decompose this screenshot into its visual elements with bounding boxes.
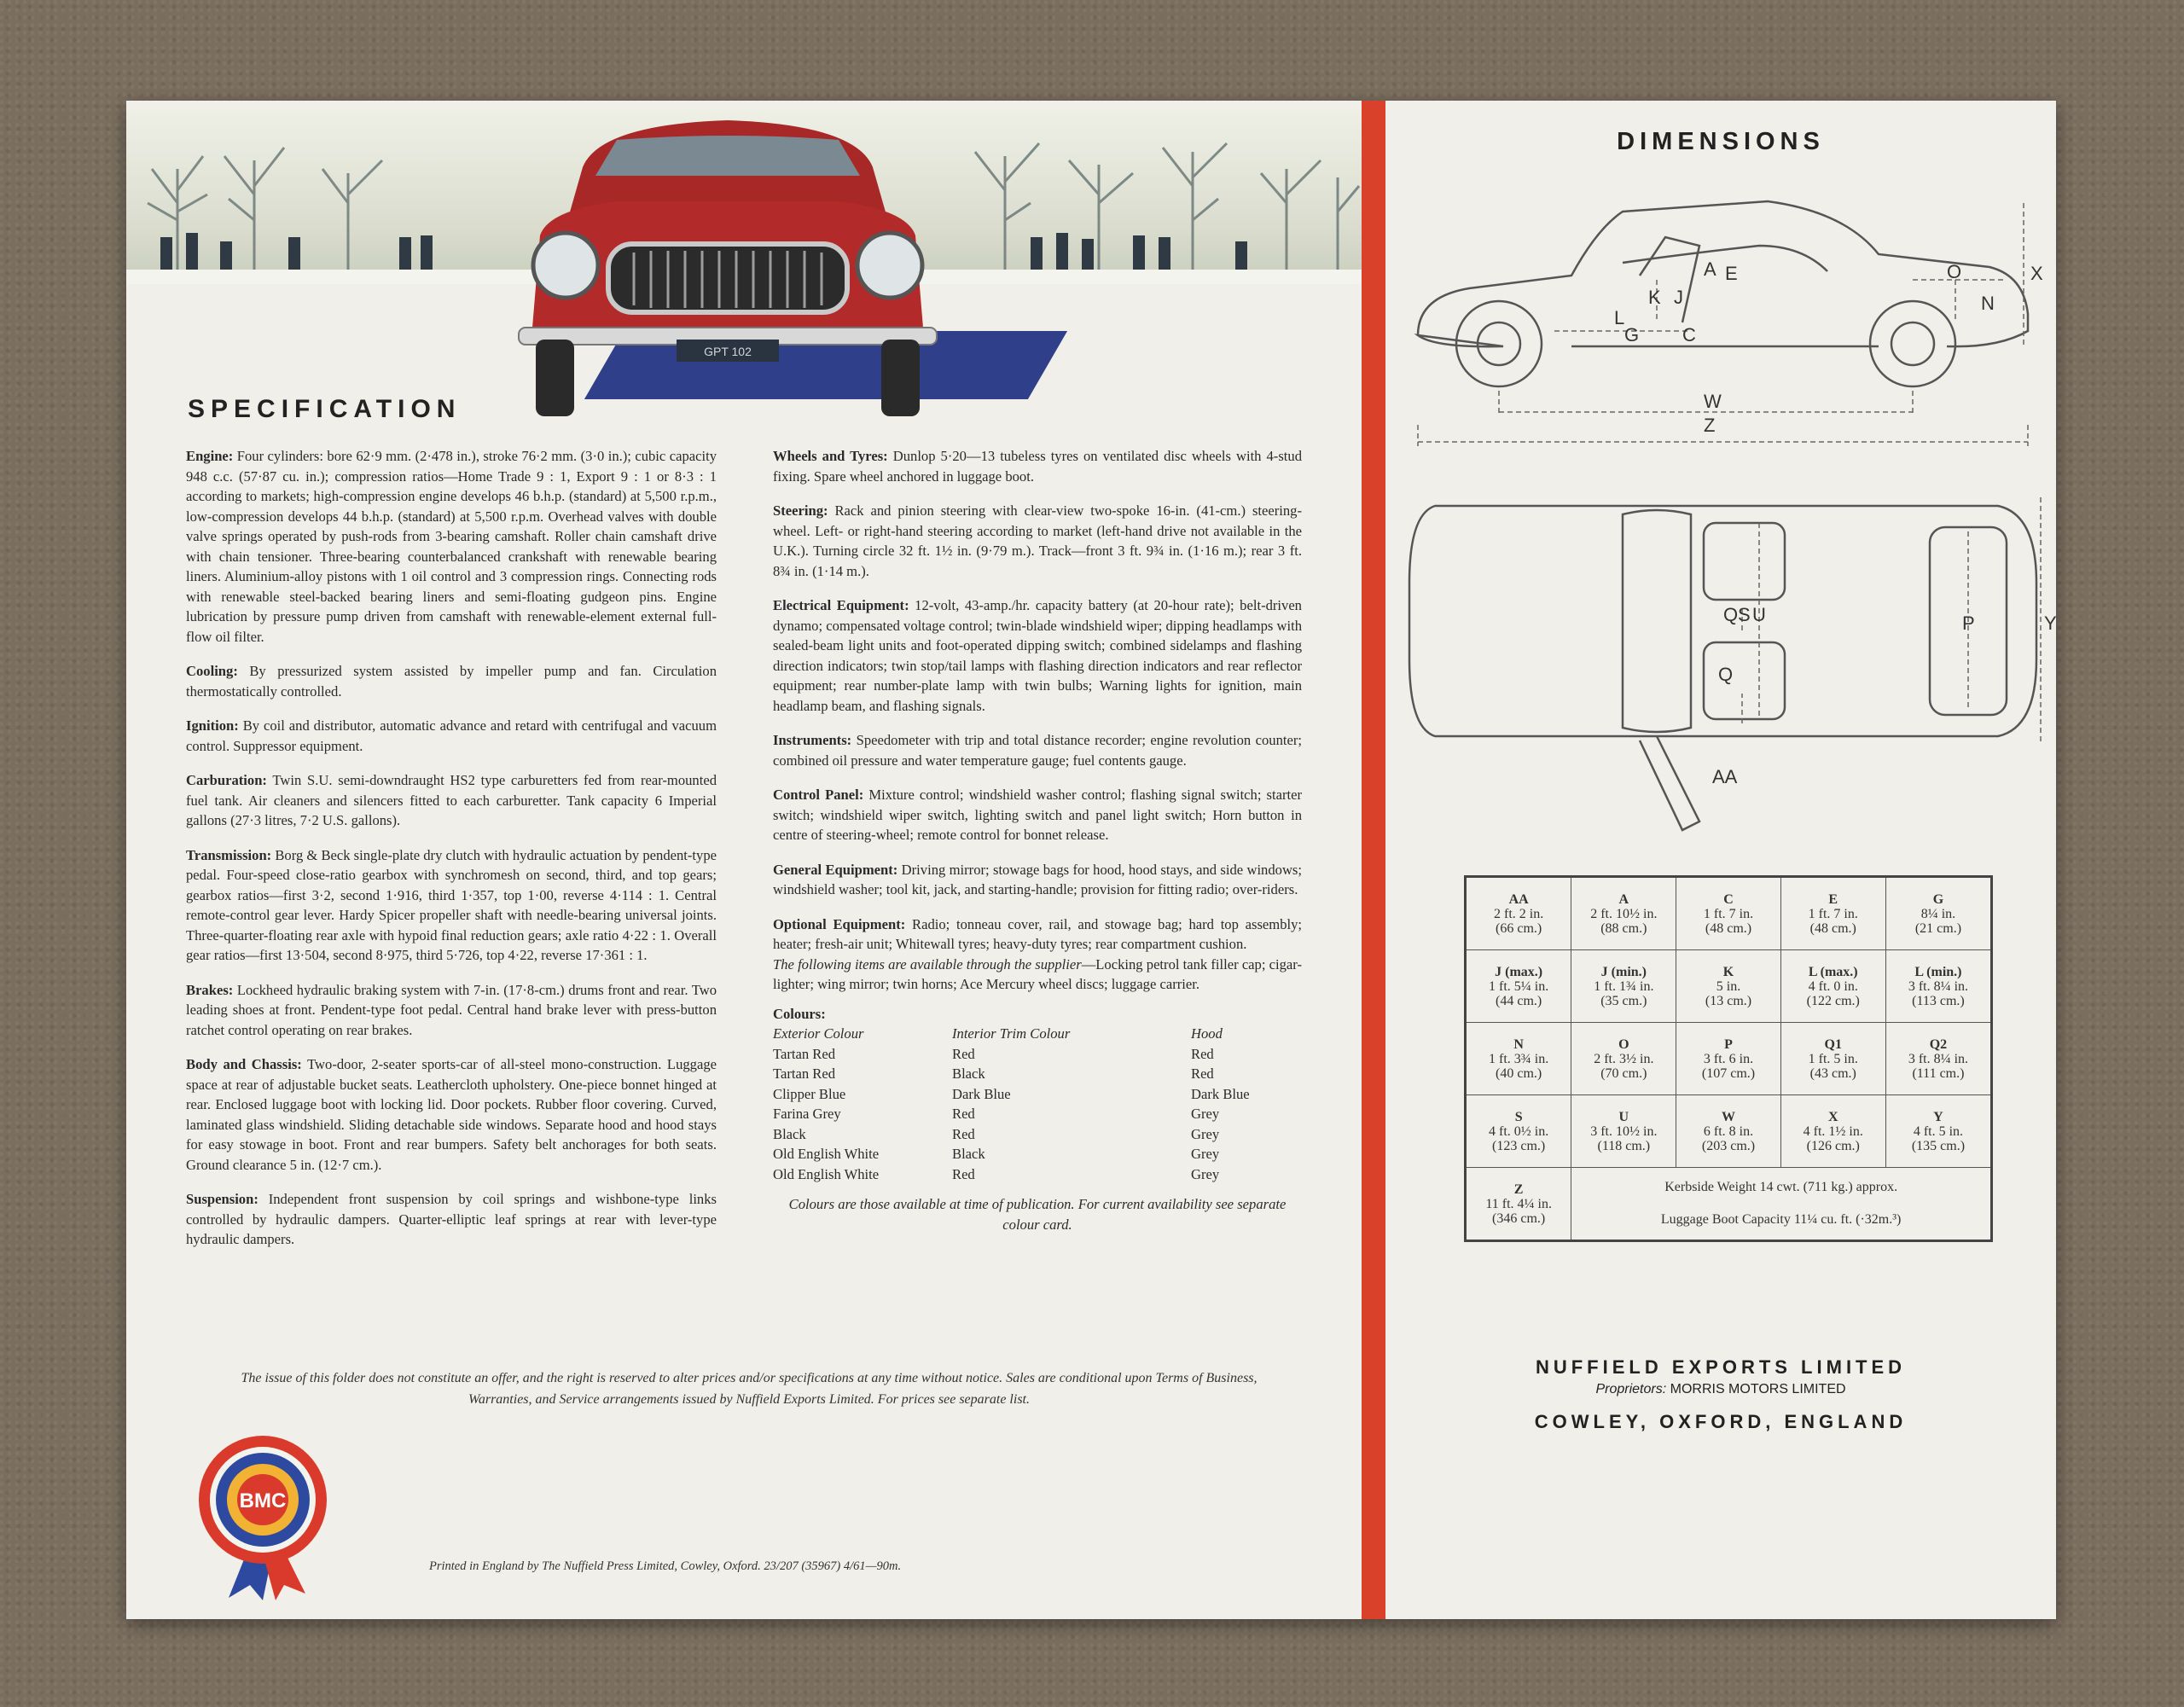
dim-label: O	[1947, 261, 1962, 282]
dimensions-table	[1464, 875, 1993, 1242]
table-row: Tartan Red Red Red	[773, 1045, 1214, 1062]
dim-cell: E 1 ft. 7 in. (48 cm.)	[1780, 877, 1885, 950]
dim-label: E	[1725, 263, 1738, 284]
dim-label: X	[2030, 263, 2043, 284]
dim-cell: K 5 in. (13 cm.)	[1676, 950, 1780, 1023]
dim-label: P	[1962, 613, 1975, 634]
dim-cell: J (min.) 1 ft. 1¾ in. (35 cm.)	[1571, 950, 1676, 1023]
dim-cell: Y 4 ft. 5 in. (135 cm.)	[1885, 1095, 1991, 1168]
dim-label: A	[1704, 258, 1716, 280]
spec-column-left	[186, 446, 717, 1264]
spec-engine: Engine: Four cylinders: bore 62·9 mm. (2·478 in.), stroke 76·2 mm. (3·0 in.); cubic capacity 948 c.c. (57·87 cu. in.); compression ratios—Home Trade 9 : 1, Export 9 : 1 or 8·3 : 1 according to markets; high-compression engine develops 46 b.h.p. (standard) at 5,500 r.p.m., low-compression develops 44 b.h.p. (standard) at 5,500 r.p.m. Overhead valves with double valve springs operated by push-rods from 3-bearing camshaft. Roller chain camshaft drive with chain tensioner. Three-bearing counterbalanced crankshaft with renewable bearing liners. Aluminium-alloy pistons with 1 oil control and 3 compression rings. Connecting rods with renewable steel-backed bearing liners and semi-floating gudgeon pins. Engine lubrication by pressure pump driven from camshaft with renewable-element external full-flow oil filter.	[186, 448, 717, 645]
table-row: Clipper Blue Dark Blue Dark Blue	[773, 1085, 1250, 1102]
spec-wheels: Wheels and Tyres: Dunlop 5·20—13 tubeless tyres on ventilated disc wheels with 4-stud fixing. Spare wheel anchored in luggage boot.	[773, 448, 1302, 485]
colours-header: Interior Trim Colour	[952, 1025, 1071, 1042]
dim-cell: AA 2 ft. 2 in. (66 cm.)	[1466, 877, 1571, 950]
dim-cell: A 2 ft. 10½ in. (88 cm.)	[1571, 877, 1676, 950]
dimensions-title: DIMENSIONS	[1617, 128, 1825, 155]
dim-cell: O 2 ft. 3½ in. (70 cm.)	[1571, 1023, 1676, 1095]
specification-page	[126, 101, 1362, 1619]
dim-cell: C 1 ft. 7 in. (48 cm.)	[1676, 877, 1780, 950]
side-view-diagram	[1401, 195, 2049, 476]
table-row	[1466, 1168, 1992, 1241]
printer-imprint: Printed in England by The Nuffield Press Limited, Cowley, Oxford. 23/207 (35967) 4/61—90m.	[429, 1559, 902, 1573]
table-row: Old English White Black Grey	[773, 1146, 1220, 1162]
colours-section	[773, 1004, 1302, 1235]
colours-header: Hood	[1191, 1025, 1223, 1042]
dim-label: Y	[2044, 613, 2057, 634]
dim-label: C	[1682, 324, 1696, 345]
spec-suspension: Suspension: Independent front suspension by coil springs and wishbone-type links controlled by hydraulic dampers. Quarter-elliptic leaf springs at rear with lever-type hydraulic dampers.	[186, 1191, 717, 1247]
weight-capacity-cell	[1571, 1168, 1992, 1241]
dim-cell: U 3 ft. 10½ in. (118 cm.)	[1571, 1095, 1676, 1168]
red-divider-stripe	[1362, 101, 1385, 1619]
table-row: Black Red Grey	[773, 1125, 1220, 1142]
bmc-rosette-logo	[195, 1431, 340, 1602]
table-row: Farina Grey Red Grey	[773, 1106, 1220, 1122]
table-row	[1466, 1095, 1992, 1168]
company-name: NUFFIELD EXPORTS LIMITED	[1535, 1356, 1907, 1378]
dim-label: L	[1614, 307, 1625, 328]
dim-label: K	[1648, 287, 1661, 308]
colours-table	[773, 1024, 1302, 1184]
spec-ignition: Ignition: By coil and distributor, automatic advance and retard with centrifugal and vacuum control. Suppressor equipment.	[186, 717, 717, 754]
bmc-logo-text: BMC	[239, 1489, 287, 1512]
colours-title: Colours:	[773, 1005, 826, 1022]
dim-cell: Q2 3 ft. 8¼ in. (111 cm.)	[1885, 1023, 1991, 1095]
spec-instruments: Instruments: Speedometer with trip and total distance recorder; engine revolution counter; combined oil pressure and water temperature gauge; fuel contents gauge.	[773, 732, 1302, 769]
dim-cell: Z 11 ft. 4¼ in. (346 cm.)	[1466, 1168, 1571, 1241]
dim-label: U	[1752, 604, 1766, 625]
spec-optional: Optional Equipment: Radio; tonneau cover, rail, and stowage bag; hard top assembly; heater; fresh-air unit; Whitewall tyres; heavy-duty tyres; rear compartment cushion. The following items are available through the supplier—Locking petrol tank filler cap; cigar-lighter; wing mirror; twin horns; Ace Mercury wheel discs; luggage carrier.	[773, 915, 1303, 992]
dimensions-page	[1385, 101, 2056, 1619]
kerbside-weight: Kerbside Weight 14 cwt. (711 kg.) approx.	[1664, 1180, 1898, 1194]
dim-label: AA	[1712, 766, 1738, 787]
company-proprietors: Proprietors: MORRIS MOTORS LIMITED	[1595, 1382, 1846, 1396]
luggage-capacity: Luggage Boot Capacity 11¼ cu. ft. (·32m.³)	[1660, 1212, 1902, 1227]
spec-cooling: Cooling: By pressurized system assisted by impeller pump and fan. Circulation thermostatically controlled.	[186, 663, 717, 700]
dim-cell: L (max.) 4 ft. 0 in. (122 cm.)	[1780, 950, 1885, 1023]
dim-label: J	[1674, 287, 1683, 308]
colours-header: Exterior Colour	[773, 1025, 864, 1042]
spec-brakes: Brakes: Lockheed hydraulic braking system with 7-in. (17·8-cm.) drums front and rear. Two leading shoes at front. Pendent-type foot pedal. Central hand brake lever with press-button ratchet control operating on rear brakes.	[186, 981, 717, 1038]
dim-label: S	[1738, 604, 1751, 625]
table-row	[1466, 1023, 1992, 1095]
dim-cell: N 1 ft. 3¾ in. (40 cm.)	[1466, 1023, 1571, 1095]
dim-label: Q	[1718, 664, 1734, 685]
spec-body: Body and Chassis: Two-door, 2-seater sports-car of all-steel mono-construction. Luggage space at rear of adjustable bucket seats. Leathercloth upholstery. One-piece bonnet hinged at rear. Enclosed luggage boot with locking lid. Door pockets. Rubber floor covering. Curved, laminated glass windshield. Sliding detachable side windows. Separate hood and hood stays for easy stowage in boot. Front and rear bumpers. Safety belt anchorages for both seats. Ground clearance 5 in. (12·7 cm.).	[186, 1056, 717, 1173]
spec-transmission: Transmission: Borg & Beck single-plate dry clutch with hydraulic actuation by pendent-type pedal. Four-speed close-ratio gearbox with synchromesh on second, third, and top gears; gearbox ratios—first 3·2, second 1·916, third 1·357, top 1·00, reverse 4·114 : 1. Central remote-control gear lever. Hardy Spicer propeller shaft with needle-bearing universal joints. Three-quarter-floating rear axle with hypoid final reduction gears; axle ratio 4·22 : 1. Overall gear ratios—first 13·504, second 8·975, third 5·726, top 4·22, reverse 17·361 : 1.	[186, 846, 717, 963]
dim-cell: W 6 ft. 8 in. (203 cm.)	[1676, 1095, 1780, 1168]
car-illustration	[514, 116, 941, 423]
spec-carburation: Carburation: Twin S.U. semi-downdraught HS2 type carburetters fed from rear-mounted fuel tank. Air cleaners and silencers fitted to each carburetter. Tank capacity 6 Imperial gallons (27·3 litres, 7·2 U.S. gallons).	[186, 772, 717, 828]
dim-label: Z	[1704, 415, 1716, 436]
colours-note: Colours are those available at time of publication. For current availability see separate colour card.	[788, 1196, 1287, 1233]
dim-label: W	[1704, 391, 1722, 412]
table-row	[1466, 877, 1992, 950]
spec-electrical: Electrical Equipment: 12-volt, 43-amp./hr. capacity battery (at 20-hour rate); belt-driven dynamo; compensated voltage control; twin-blade windshield wiper; dipping headlamps with sealed-beam light units and foot-operated dipping switch; combined sidelamps and flashing direction indicators; twin stop/tail lamps with flashing direction indicators and rear reflector equipment; rear number-plate lamp with twin bulbs; Warning lights for ignition, main headlamp beam, and flashing signals.	[773, 597, 1302, 714]
specification-title: SPECIFICATION	[188, 395, 462, 423]
dim-cell: J (max.) 1 ft. 5¼ in. (44 cm.)	[1466, 950, 1571, 1023]
number-plate: GPT 102	[704, 345, 752, 358]
table-row	[1466, 950, 1992, 1023]
dim-cell: X 4 ft. 1½ in. (126 cm.)	[1780, 1095, 1885, 1168]
dim-label: Q	[1723, 604, 1739, 625]
spec-steering: Steering: Rack and pinion steering with clear-view two-spoke 16-in. (41-cm.) steering-wheel. Left- or right-hand steering according to market (left-hand drive not available in the U.K.). Turning circle 32 ft. 1½ in. (9·79 m.). Track—front 3 ft. 9¾ in. (1·16 m.); rear 3 ft. 8¾ in. (1·14 m.).	[773, 502, 1302, 579]
dim-cell: L (min.) 3 ft. 8¼ in. (113 cm.)	[1885, 950, 1991, 1023]
dim-cell: Q1 1 ft. 5 in. (43 cm.)	[1780, 1023, 1885, 1095]
dim-cell: P 3 ft. 6 in. (107 cm.)	[1676, 1023, 1780, 1095]
company-address: COWLEY, OXFORD, ENGLAND	[1534, 1411, 1908, 1432]
spec-control-panel: Control Panel: Mixture control; windshield washer control; flashing signal switch; starter switch; windshield wiper switch, lighting switch and panel light switch; Horn button in centre of steering-wheel; remote control for bonnet release.	[773, 787, 1302, 843]
dim-label: N	[1981, 293, 1995, 314]
top-view-diagram	[1401, 489, 2057, 932]
table-row: Tartan Red Black Red	[773, 1065, 1214, 1082]
disclaimer: The issue of this folder does not constitute an offer, and the right is reserved to alter prices and/or specifications at any time without notice. Sales are conditional upon Terms of Business, Warranties, and Service arrangements issued by Nuffield Exports Limited. For prices see separate list.	[241, 1371, 1258, 1407]
spec-general: General Equipment: Driving mirror; stowage bags for hood, hood stays, and side windows; windshield washer; tool kit, jack, and starting-handle; provision for fitting radio; over-riders.	[773, 861, 1302, 897]
spec-column-right	[773, 446, 1302, 1234]
dim-cell: S 4 ft. 0½ in. (123 cm.)	[1466, 1095, 1571, 1168]
table-row: Old English White Red Grey	[773, 1165, 1220, 1182]
dim-cell: G 8¼ in. (21 cm.)	[1885, 877, 1991, 950]
brochure	[126, 101, 2056, 1619]
dim-label: G	[1624, 324, 1640, 345]
